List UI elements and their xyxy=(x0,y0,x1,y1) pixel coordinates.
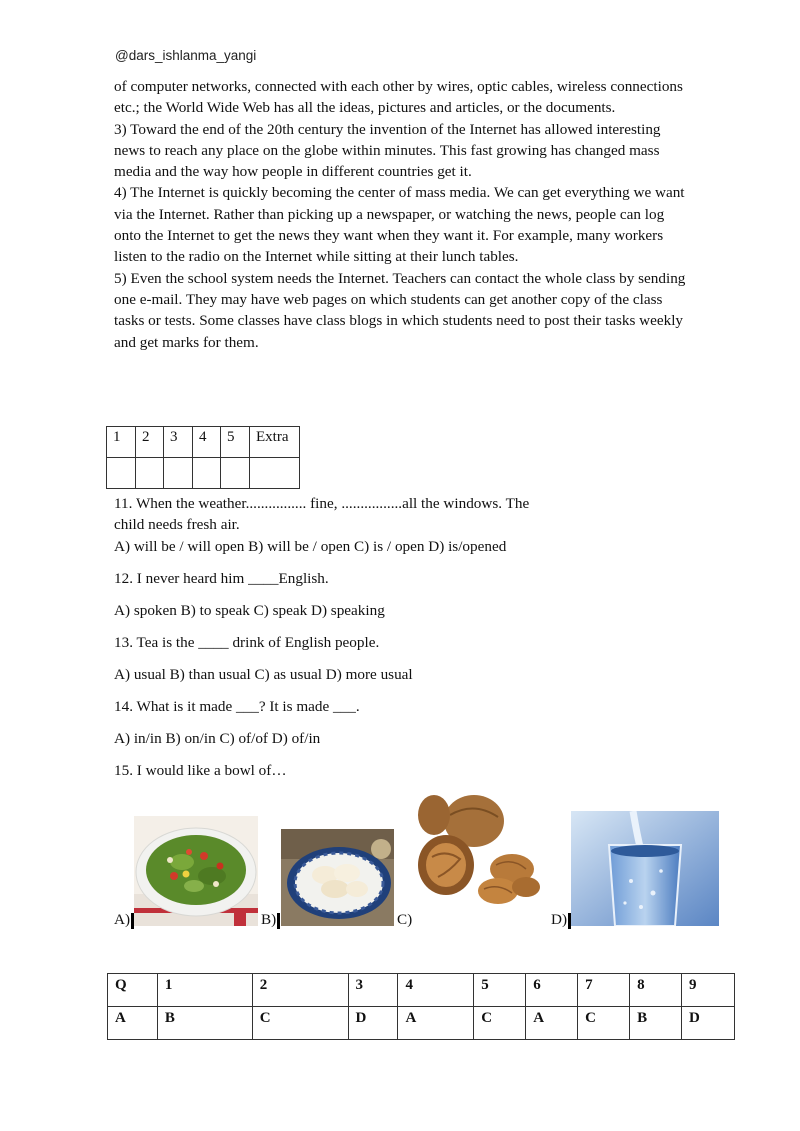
answer-key-cell: D xyxy=(681,1007,734,1040)
score-input-cell[interactable] xyxy=(193,458,221,489)
answer-key-cell: 4 xyxy=(398,974,474,1007)
answer-key-cell: D xyxy=(348,1007,398,1040)
answer-key-cell: 2 xyxy=(252,974,348,1007)
answer-key-cell: B xyxy=(157,1007,252,1040)
option-b-label[interactable]: B) xyxy=(261,911,277,928)
score-header-cell: 3 xyxy=(164,427,193,458)
score-input-cell[interactable] xyxy=(221,458,250,489)
score-header-cell: 4 xyxy=(193,427,221,458)
question-14: 14. What is it made ___? It is made ___. xyxy=(114,698,360,715)
question-14-options: A) in/in B) on/in C) of/of D) of/in xyxy=(114,730,321,747)
score-header-cell: Extra xyxy=(250,427,300,458)
question-15: 15. I would like a bowl of… xyxy=(114,762,287,779)
answer-key-cell: 5 xyxy=(474,974,526,1007)
question-11-options: A) will be / will open B) will be / open C) is / open D) is/opened xyxy=(114,538,507,555)
score-input-cell[interactable] xyxy=(250,458,300,489)
score-header-cell: 5 xyxy=(221,427,250,458)
answer-key-table xyxy=(107,973,735,1040)
question-11: 11. When the weather................ fine, ................all the windows. The xyxy=(114,495,530,512)
dumplings-image xyxy=(281,829,394,926)
answer-key-cell: A xyxy=(108,1007,158,1040)
score-input-cell[interactable] xyxy=(107,458,136,489)
water-glass-image xyxy=(571,811,719,926)
answer-key-cell: 1 xyxy=(157,974,252,1007)
option-a-marker xyxy=(131,913,134,929)
answer-key-cell: B xyxy=(630,1007,682,1040)
answer-key-row-answers xyxy=(108,1007,735,1040)
answer-key-cell: A xyxy=(526,1007,578,1040)
passage-paragraph: 3) Toward the end of the 20th century the invention of the Internet has allowed interesting news to reach any place on the globe within minutes. This fast growing has changed mass media and the way how people in different countries get it. xyxy=(114,120,661,181)
answer-key-cell: C xyxy=(578,1007,630,1040)
answer-key-cell: C xyxy=(474,1007,526,1040)
answer-key-cell: 7 xyxy=(578,974,630,1007)
option-d-marker xyxy=(568,913,571,929)
page-header: @dars_ishlanma_yangi xyxy=(115,48,257,63)
answer-key-cell: 3 xyxy=(348,974,398,1007)
score-header-cell: 1 xyxy=(107,427,136,458)
walnuts-image xyxy=(416,791,556,921)
question-12: 12. I never heard him ____English. xyxy=(114,570,329,587)
score-header-cell: 2 xyxy=(136,427,164,458)
passage-paragraph: of computer networks, connected with each other by wires, optic cables, wireless connections etc.; the World Wide Web has all the ideas, pictures and articles, or the documents. xyxy=(114,78,683,117)
option-b-marker xyxy=(277,913,280,929)
question-13: 13. Tea is the ____ drink of English people. xyxy=(114,634,380,651)
answer-key-cell: 6 xyxy=(526,974,578,1007)
question-12-options: A) spoken B) to speak C) speak D) speaking xyxy=(114,602,385,619)
answer-key-cell: 8 xyxy=(630,974,682,1007)
salad-image xyxy=(134,816,258,926)
answer-key-row-questions xyxy=(108,974,735,1007)
option-c-label[interactable]: C) xyxy=(397,911,413,928)
score-table xyxy=(106,426,300,489)
reading-passage xyxy=(114,76,686,353)
option-d-label[interactable]: D) xyxy=(551,911,568,928)
answer-key-cell: A xyxy=(398,1007,474,1040)
score-input-cell[interactable] xyxy=(164,458,193,489)
passage-paragraph: 5) Even the school system needs the Internet. Teachers can contact the whole class by sending one e-mail. They may have web pages on which students can get another copy of the class tasks or tests. Some classes have class blogs in which students need to post their tasks weekly and get marks for them. xyxy=(114,269,686,351)
answer-key-cell: 9 xyxy=(681,974,734,1007)
answer-key-cell: Q xyxy=(108,974,158,1007)
question-13-options: A) usual B) than usual C) as usual D) more usual xyxy=(114,666,413,683)
answer-key-cell: C xyxy=(252,1007,348,1040)
question-11-continued: child needs fresh air. xyxy=(114,516,240,533)
option-a-label[interactable]: A) xyxy=(114,911,131,928)
passage-paragraph: 4) The Internet is quickly becoming the center of mass media. We can get everything we want via the Internet. Rather than picking up a newspaper, or watching the news, people can log onto the Internet to get the news they want when they want it. For example, many workers listen to the radio on the Internet while sitting at their lunch tables. xyxy=(114,184,685,266)
score-input-cell[interactable] xyxy=(136,458,164,489)
